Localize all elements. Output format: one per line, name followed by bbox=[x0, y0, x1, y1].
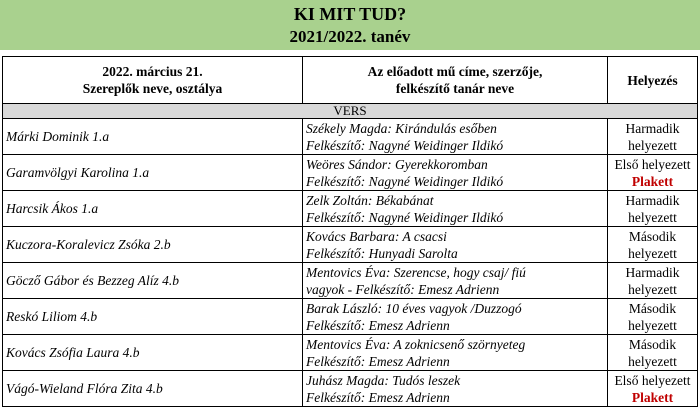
work-cell bbox=[303, 299, 608, 335]
section-label: VERS bbox=[3, 104, 698, 119]
header-work-line2: felkészítő tanár neve bbox=[395, 81, 515, 96]
work-cell bbox=[303, 191, 608, 227]
placement-text: helyezett bbox=[628, 317, 677, 333]
placement-text: Harmadik bbox=[625, 264, 680, 280]
header-performers: Szereplők neve, osztálya bbox=[82, 81, 223, 96]
work-teacher: Felkészítő: Nagyné Weidinger Ildikó bbox=[306, 137, 504, 153]
page-subtitle: 2021/2022. tanév bbox=[289, 27, 411, 46]
work-teacher: Felkészítő: Emesz Adrienn bbox=[306, 353, 450, 369]
work-title: Zelk Zoltán: Békabánat bbox=[306, 192, 434, 208]
work-title: Székely Magda: Kirándulás esőben bbox=[306, 120, 497, 136]
table-row bbox=[3, 227, 698, 263]
table-header-row bbox=[3, 57, 698, 104]
placement-text: Harmadik bbox=[625, 120, 680, 136]
table-row bbox=[3, 191, 698, 227]
placement-text: Első helyezett bbox=[614, 156, 691, 172]
section-row bbox=[3, 104, 698, 119]
placement-cell bbox=[608, 371, 698, 407]
header-date: 2022. március 21. bbox=[102, 64, 203, 79]
performer-name: Vágó-Wieland Flóra Zita 4.b bbox=[3, 371, 303, 407]
results-table bbox=[2, 56, 698, 407]
performer-name: Kuczora-Koralevicz Zsóka 2.b bbox=[3, 227, 303, 263]
performer-name: Garamvölgyi Karolina 1.a bbox=[3, 155, 303, 191]
placement-text: helyezett bbox=[628, 137, 677, 153]
placement-cell bbox=[608, 335, 698, 371]
performer-name: Kovács Zsófia Laura 4.b bbox=[3, 335, 303, 371]
page-header bbox=[0, 0, 700, 50]
column-header-work bbox=[303, 57, 608, 104]
work-title: Mentovics Éva: A zoknicsenő szörnyeteg bbox=[306, 336, 526, 352]
work-cell bbox=[303, 227, 608, 263]
table-row bbox=[3, 119, 698, 155]
table-row bbox=[3, 371, 698, 407]
placement-text: Második bbox=[628, 300, 677, 316]
placement-text: helyezett bbox=[628, 209, 677, 225]
table-row bbox=[3, 263, 698, 299]
work-teacher: Felkészítő: Emesz Adrienn bbox=[306, 389, 450, 405]
placement-cell bbox=[608, 155, 698, 191]
work-title: Kovács Barbara: A csacsi bbox=[306, 228, 447, 244]
work-teacher: vagyok - Felkészítő: Emesz Adrienn bbox=[306, 281, 500, 297]
placement-text: helyezett bbox=[628, 281, 677, 297]
performer-name: Göcző Gábor és Bezzeg Alíz 4.b bbox=[3, 263, 303, 299]
placement-text: Első helyezett bbox=[614, 372, 691, 388]
work-cell bbox=[303, 155, 608, 191]
performer-name: Harcsik Ákos 1.a bbox=[3, 191, 303, 227]
award-badge: Plakett bbox=[631, 389, 674, 405]
performer-name: Márki Dominik 1.a bbox=[3, 119, 303, 155]
work-teacher: Felkészítő: Nagyné Weidinger Ildikó bbox=[306, 173, 504, 189]
placement-text: helyezett bbox=[628, 245, 677, 261]
work-teacher: Felkészítő: Emesz Adrienn bbox=[306, 317, 450, 333]
work-cell bbox=[303, 335, 608, 371]
award-badge: Plakett bbox=[631, 173, 674, 189]
work-title: Barak László: 10 éves vagyok /Duzzogó bbox=[306, 300, 522, 316]
work-title: Mentovics Éva: Szerencse, hogy csaj/ fiú bbox=[306, 264, 526, 280]
performer-name: Reskó Liliom 4.b bbox=[3, 299, 303, 335]
table-row bbox=[3, 155, 698, 191]
placement-text: helyezett bbox=[628, 353, 677, 369]
work-teacher: Felkészítő: Hunyadi Sarolta bbox=[306, 245, 458, 261]
placement-text: Második bbox=[628, 336, 677, 352]
work-cell bbox=[303, 263, 608, 299]
placement-cell bbox=[608, 299, 698, 335]
column-header-placement: Helyezés bbox=[608, 57, 698, 104]
table-row bbox=[3, 299, 698, 335]
page-title: KI MIT TUD? bbox=[293, 4, 407, 24]
table-row bbox=[3, 335, 698, 371]
work-cell bbox=[303, 119, 608, 155]
header-work-line1: Az előadott mű címe, szerzője, bbox=[367, 64, 543, 79]
work-title: Weöres Sándor: Gyerekkoromban bbox=[306, 156, 488, 172]
placement-text: Második bbox=[628, 228, 677, 244]
column-header-performers bbox=[3, 57, 303, 104]
work-teacher: Felkészítő: Nagyné Weidinger Ildikó bbox=[306, 209, 504, 225]
placement-cell bbox=[608, 119, 698, 155]
placement-text: Harmadik bbox=[625, 192, 680, 208]
work-cell bbox=[303, 371, 608, 407]
placement-cell bbox=[608, 263, 698, 299]
placement-cell bbox=[608, 227, 698, 263]
work-title: Juhász Magda: Tudós leszek bbox=[306, 372, 461, 388]
placement-cell bbox=[608, 191, 698, 227]
